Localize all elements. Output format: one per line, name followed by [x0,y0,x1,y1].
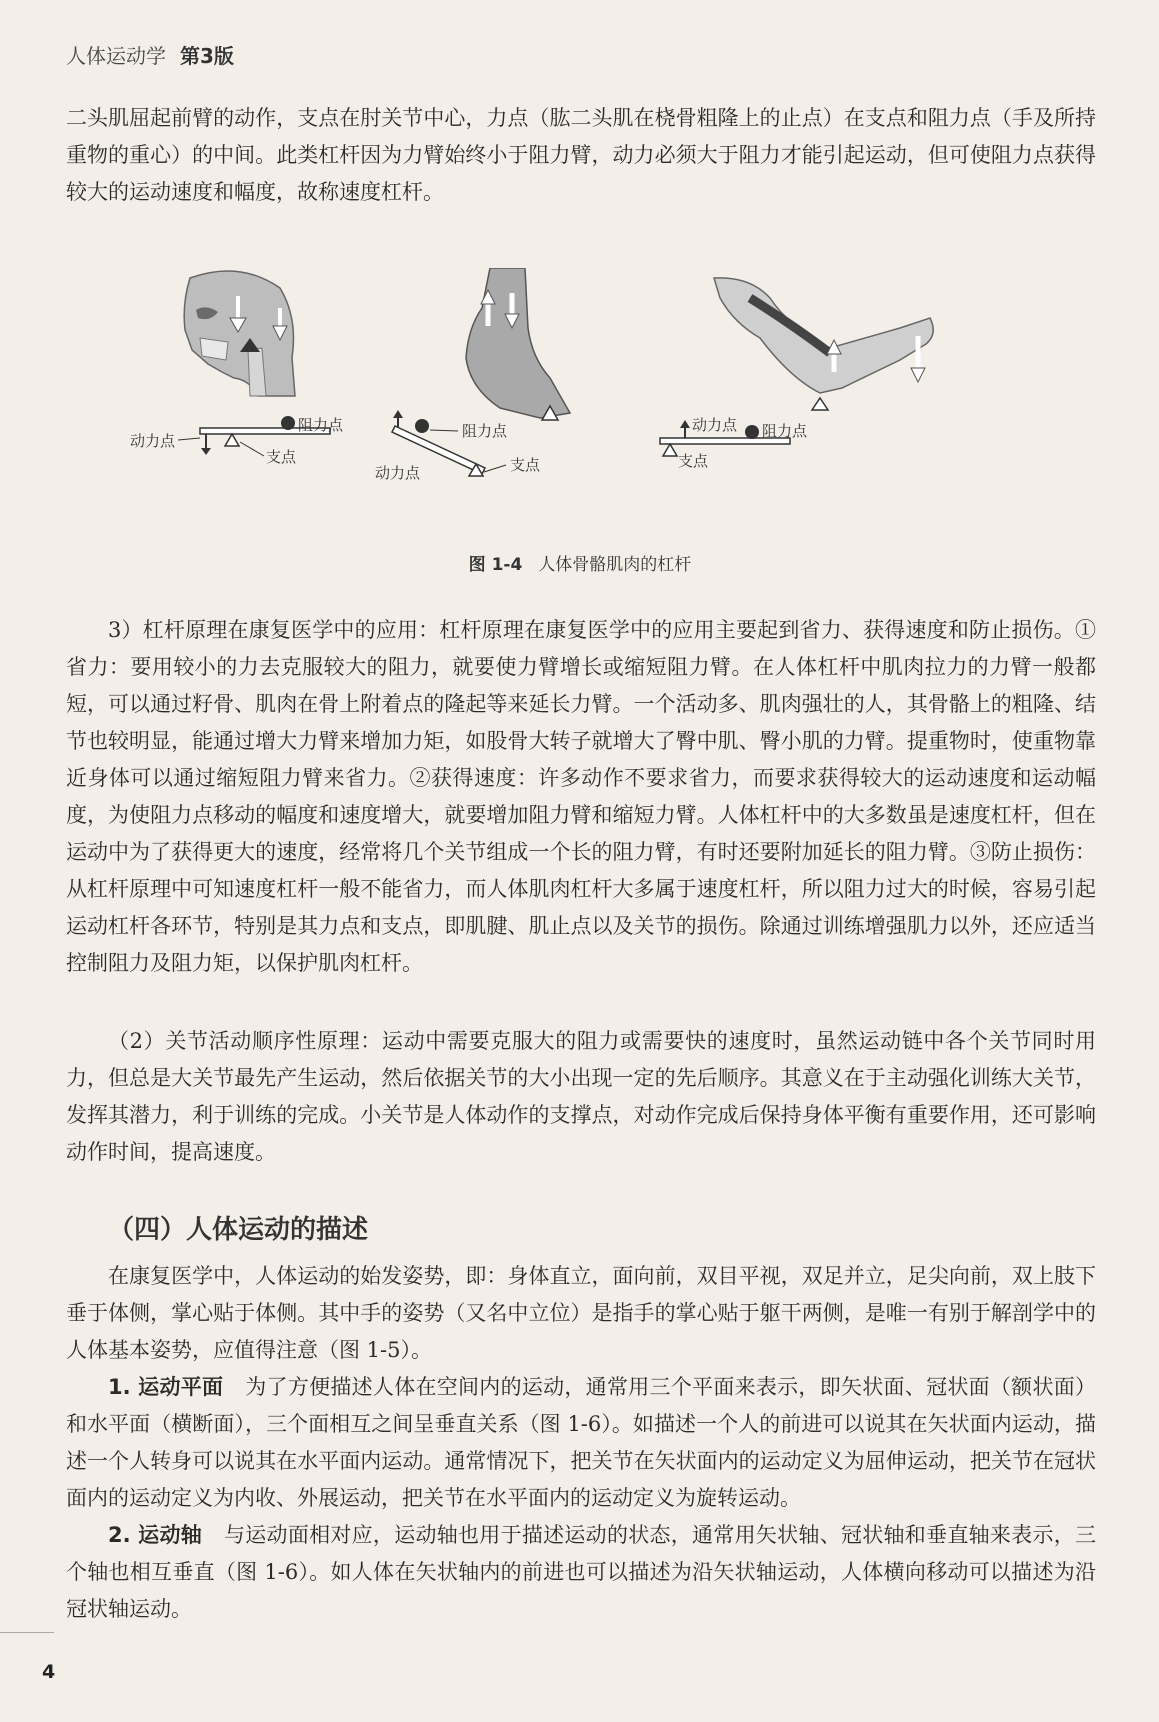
label-resistance-3: 阻力点 [762,422,808,440]
footer-rule [0,1632,54,1633]
label-fulcrum-3: 支点 [678,452,709,470]
running-header [66,40,234,69]
label-fulcrum-2: 支点 [510,456,541,474]
figure-caption [130,550,1030,575]
label-resistance-1: 阻力点 [298,416,344,434]
paragraph-lever-application: 3）杠杆原理在康复医学中的应用：杠杆原理在康复医学中的应用主要起到省力、获得速度和防止损伤。①省力：要用较小的力去克服较大的阻力，就要使力臂增长或缩短阻力臂。在人体杠杆中肌肉拉力的力臂一般都短，可以通过籽骨、肌肉在骨上附着点的隆起等来延长力臂。一个活动多、肌肉强壮的人，其骨骼上的粗隆、结节也较明显，能通过增大力臂来增加力矩，如股骨大转子就增大了臀中肌、臀小肌的力臂。提重物时，使重物靠近身体可以通过缩短阻力臂来省力。②获得速度：许多动作不要求省力，而要求获得较大的运动速度和运动幅度，为使阻力点移动的幅度和速度增大，就要增加阻力臂和缩短力臂。人体杠杆中的大多数虽是速度杠杆，但在运动中为了获得更大的速度，经常将几个关节组成一个长的阻力臂，有时还要附加延长的阻力臂。③防止损伤：从杠杆原理中可知速度杠杆一般不能省力，而人体肌肉杠杆大多属于速度杠杆，所以阻力过大的时候，容易引起运动杠杆各环节，特别是其力点和支点，即肌腱、肌止点以及关节的损伤。除通过训练增强肌力以外，还应适当控制阻力及阻力矩，以保护肌肉杠杆。 [66,618,1096,975]
motion-axis-text: 与运动面相对应，运动轴也用于描述运动的状态，通常用矢状轴、冠状轴和垂直轴来表示，三个轴也相互垂直（图 1-6）。如人体在矢状轴内的前进也可以描述为沿矢状轴运动，人体横向移动可以描述为沿冠状轴运动。 [66,1523,1096,1621]
paragraph-motion-axes [66,1517,1096,1628]
label-effort-1: 动力点 [130,432,176,450]
intro-paragraph: 二头肌屈起前臂的动作，支点在肘关节中心，力点（肱二头肌在桡骨粗隆上的止点）在支点和阻力点（手及所持重物的重心）的中间。此类杠杆因为力臂始终小于阻力臂，动力必须大于阻力才能引起运动，但可使阻力点获得较大的运动速度和幅度，故称速度杠杆。 [66,106,1096,204]
label-effort-3: 动力点 [692,416,738,434]
figure-levers [130,268,1030,575]
motion-plane-text: 为了方便描述人体在空间内的运动，通常用三个平面来表示，即矢状面、冠状面（额状面）和水平面（横断面），三个面相互之间呈垂直关系（图 1-6）。如描述一个人的前进可以说其在矢状面内运动，描述一个人转身可以说其在水平面内运动。通常情况下，把关节在矢状面内的运动定义为屈伸运动，把关节在冠状面内的运动定义为内收、外展运动，把关节在水平面内的运动定义为旋转运动。 [66,1375,1096,1510]
figure-number: 图 1-4 [468,555,523,575]
book-title: 人体运动学 [66,44,166,68]
paragraph-joint-sequence: （2）关节活动顺序性原理：运动中需要克服大的阻力或需要快的速度时，虽然运动链中各个关节同时用力，但总是大关节最先产生运动，然后依据关节的大小出现一定的先后顺序。其意义在于主动强化训练大关节，发挥其潜力，利于训练的完成。小关节是人体动作的支撑点，对动作完成后保持身体平衡有重要作用，还可影响动作时间，提高速度。 [66,1029,1096,1164]
arm-illustration [714,278,933,410]
lever-illustrations [130,268,1030,538]
skull-neck-illustration [184,271,295,396]
label-effort-2: 动力点 [375,464,421,482]
paragraph-starting-posture: 在康复医学中，人体运动的始发姿势，即：身体直立，面向前，双目平视，双足并立，足尖向前，双上肢下垂于体侧，掌心贴于体侧。其中手的姿势（又名中立位）是指手的掌心贴于躯干两侧，是唯一有别于解剖学中的人体基本姿势，应值得注意（图 1-5）。 [66,1264,1096,1362]
term-motion-axis: 2. 运动轴 [108,1523,202,1547]
label-fulcrum-1: 支点 [266,448,297,466]
figure-caption-text: 人体骨骼肌肉的杠杆 [538,555,692,575]
section-title: （四）人体运动的描述 [108,1215,369,1245]
paragraph-motion-planes [66,1369,1096,1517]
edition-label: 第3版 [180,44,234,68]
page-number: 4 [42,1661,56,1683]
term-motion-plane: 1. 运动平面 [108,1375,224,1399]
foot-illustration [466,268,570,420]
label-resistance-2: 阻力点 [462,422,508,440]
